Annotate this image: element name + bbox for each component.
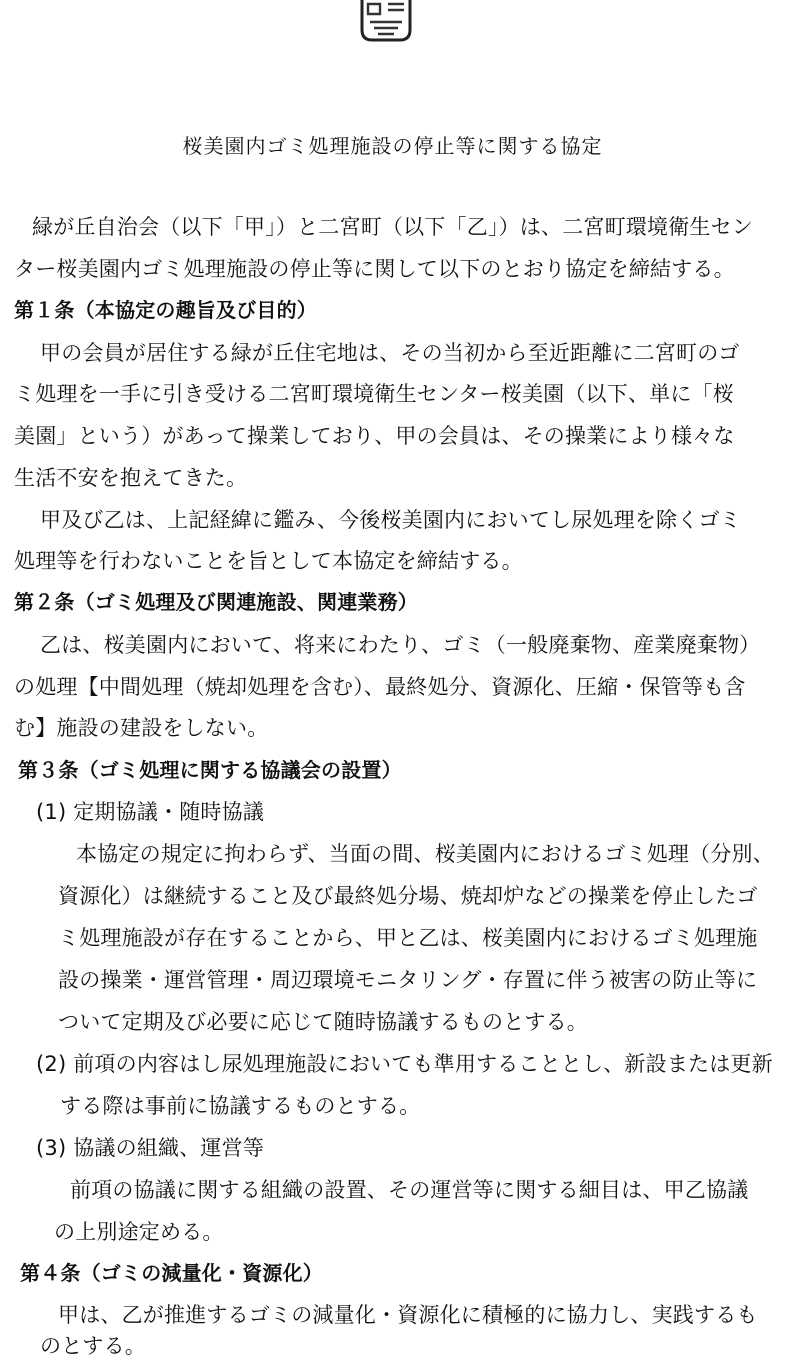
- text-line: 美園」という）があって操業しており、甲の会員は、その操業により様々な: [14, 424, 735, 448]
- text-line: ついて定期及び必要に応じて随時協議するものとする。: [58, 1010, 588, 1034]
- text-line: 処理等を行わないことを旨として本協定を締結する。: [14, 549, 523, 573]
- article-heading-1: 第１条（本協定の趣旨及び目的）: [14, 298, 317, 322]
- article-heading-4: 第４条（ゴミの減量化・資源化）: [20, 1261, 323, 1285]
- text-line: (2) 前項の内容はし尿処理施設においても準用することとし、新設または更新: [36, 1052, 773, 1076]
- text-line: 本協定の規定に拘わらず、当面の間、桜美園内におけるゴミ処理（分別、: [76, 842, 774, 866]
- text-line: 緑が丘自治会（以下「甲」）と二宮町（以下「乙」）は、二宮町環境衛生セン: [32, 215, 753, 239]
- text-line: む】施設の建設をしない。: [14, 716, 269, 740]
- clause-heading: (1) 定期協議・随時協議: [36, 800, 265, 824]
- article-heading-2: 第２条（ゴミ処理及び関連施設、関連業務）: [14, 590, 418, 614]
- text-line: 甲及び乙は、上記経緯に鑑み、今後桜美園内においてし尿処理を除くゴミ: [40, 508, 741, 532]
- text-line: の処理【中間処理（焼却処理を含む）、最終処分、資源化、圧縮・保管等も含: [14, 675, 746, 699]
- text-line: の上別途定める。: [54, 1220, 224, 1244]
- text-line: 甲の会員が居住する緑が丘住宅地は、その当初から至近距離に二宮町のゴ: [40, 341, 740, 365]
- text-line: する際は事前に協議するものとする。: [60, 1094, 421, 1118]
- text-line: 乙は、桜美園内において、将来にわたり、ゴミ（一般廃棄物、産業廃棄物）: [40, 633, 761, 657]
- text-line: のとする。: [40, 1334, 146, 1358]
- text-line: 設の操業・運営管理・周辺環境モニタリング・存置に伴う被害の防止等に: [58, 968, 758, 992]
- text-line: ミ処理施設が存在することから、甲と乙は、桜美園内におけるゴミ処理施: [58, 926, 758, 950]
- text-line: 生活不安を抱えてきた。: [14, 466, 248, 490]
- clause-heading: (3) 協議の組織、運営等: [36, 1136, 265, 1160]
- text-line: 資源化）は継続すること及び最終処分場、焼却炉などの操業を停止したゴ: [58, 884, 758, 908]
- article-heading-3: 第３条（ゴミ処理に関する協議会の設置）: [18, 758, 402, 782]
- text-line: ター桜美園内ゴミ処理施設の停止等に関して以下のとおり協定を締結する。: [14, 257, 735, 281]
- text-line: 前項の協議に関する組織の設置、その運営等に関する細目は、甲乙協議: [70, 1178, 749, 1202]
- document-title: 桜美園内ゴミ処理施設の停止等に関する協定: [182, 134, 603, 158]
- text-line: ミ処理を一手に引き受ける二宮町環境衛生センター桜美園（以下、単に「桜: [14, 382, 734, 406]
- text-line: 甲は、乙が推進するゴミの減量化・資源化に積極的に協力し、実践するも: [58, 1303, 758, 1327]
- stamp-seal-icon: [356, 0, 416, 42]
